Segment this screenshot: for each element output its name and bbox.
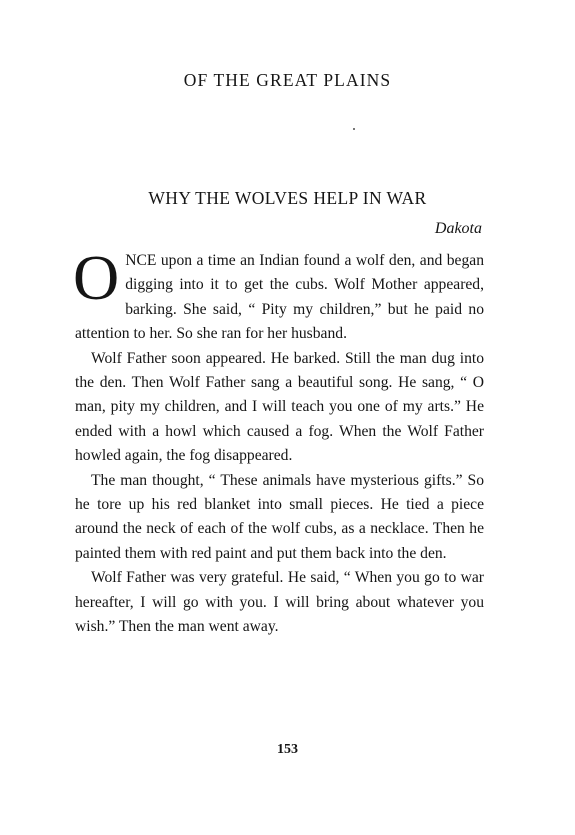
running-head: OF THE GREAT PLAINS (183, 70, 392, 90)
paragraph-text: NCE upon a time an Indian found a wolf den, and began digging into it to get the cubs. Wolf Mother appeared, barking. She said, “ Pity my children,” but he paid no attention to her. So she ran for her husband. (75, 252, 484, 343)
drop-cap: O (73, 242, 120, 313)
paragraph: The man thought, “ These animals have mysterious gifts.” So he tore up his red blanket into small pieces. He tied a piece around the neck of each of the wolf cubs, as a necklace. Then he painted them with red paint and put them back into the den. (75, 471, 484, 562)
paragraph: Wolf Father was very grateful. He said, “ When you go to war hereafter, I will go with you. I will bring about whatever you wish.” Then the man went away. (75, 569, 484, 636)
page-number: 153 (277, 742, 298, 757)
paragraph (73, 242, 484, 347)
tribe-attribution: Dakota (434, 220, 482, 237)
story-body (73, 242, 484, 640)
paragraph: Wolf Father soon appeared. He barked. Still the man dug into the den. Then Wolf Father sang a beautiful song. He sang, “ O man, pity my children, and I will teach you one of my arts.” He ended with a howl which caused a fog. When the Wolf Father howled again, the fog disappeared. (75, 349, 484, 465)
story-title: WHY THE WOLVES HELP IN WAR (148, 188, 427, 208)
print-speck (353, 128, 355, 130)
